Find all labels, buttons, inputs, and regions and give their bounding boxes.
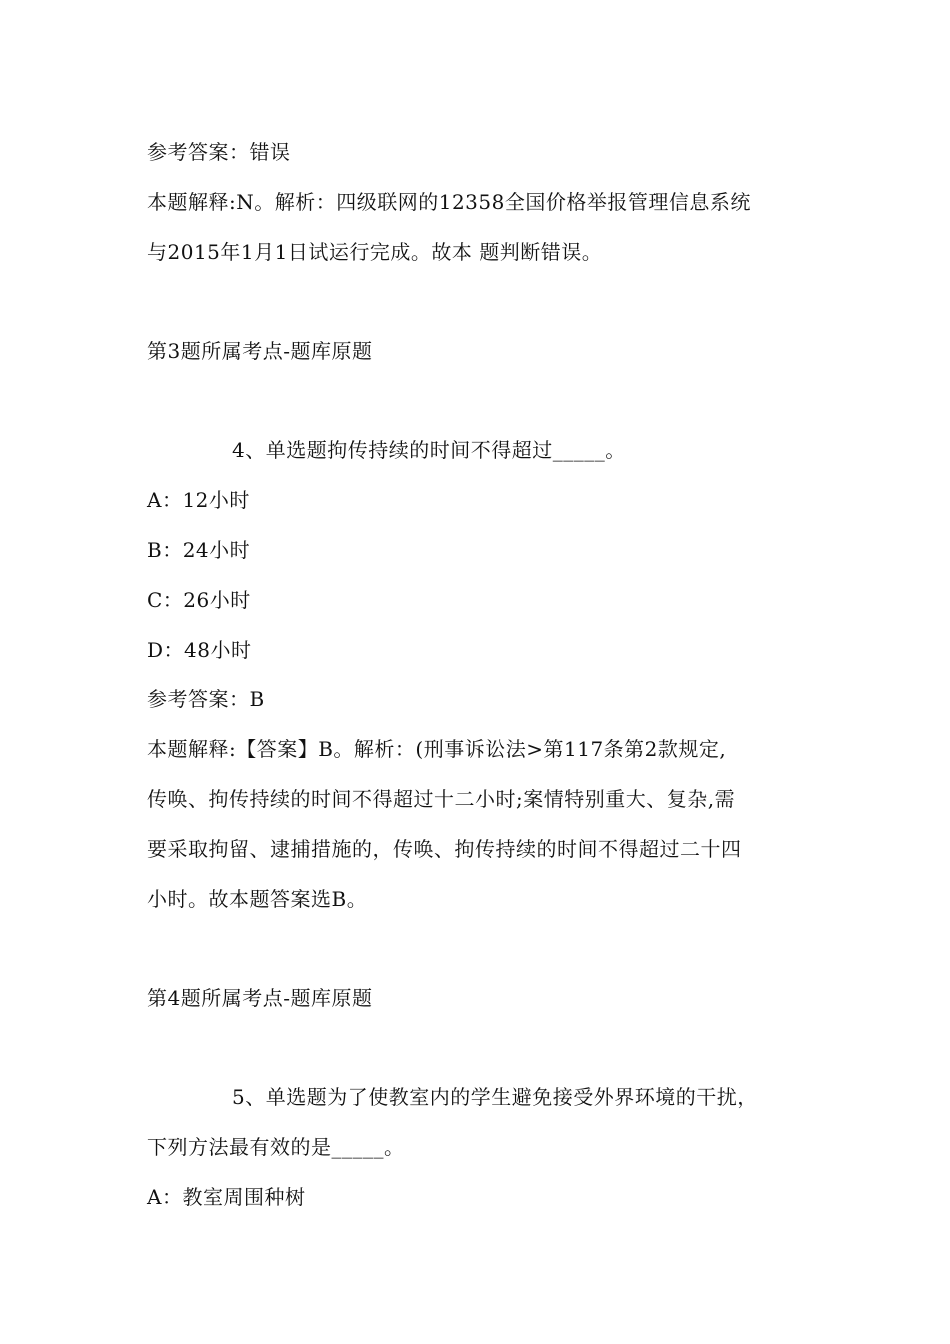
explanation-line-q4-4: 小时。故本题答案选B。: [147, 887, 368, 911]
explanation-line-q4-3: 要采取拘留、逮捕措施的，传唤、拘传持续的时间不得超过二十四: [147, 837, 742, 861]
question-4-option-c: C：26小时: [147, 588, 251, 612]
question-5-stem-1: 5、单选题为了使教室内的学生避免接受外界环境的干扰，: [232, 1085, 758, 1109]
question-4-option-b: B：24小时: [147, 538, 251, 562]
explanation-line-q2-1: 本题解释:N。解析：四级联网的12358全国价格举报管理信息系统: [147, 190, 751, 214]
question-4-option-d: D：48小时: [147, 638, 252, 662]
topic-line-q4: 第4题所属考点-题库原题: [147, 986, 373, 1010]
explanation-line-q2-2: 与2015年1月1日试运行完成。故本 题判断错误。: [147, 240, 603, 264]
explanation-line-q4-1: 本题解释:【答案】B。解析：(刑事诉讼法>第117条第2款规定,: [147, 737, 727, 761]
answer-line-q2: 参考答案：错误: [147, 140, 291, 164]
explanation-line-q4-2: 传唤、拘传持续的时间不得超过十二小时;案情特别重大、复杂,需: [147, 787, 736, 811]
question-4-option-a: A：12小时: [147, 488, 250, 512]
question-4-stem: 4、单选题拘传持续的时间不得超过_____。: [232, 438, 626, 462]
question-5-stem-2: 下列方法最有效的是_____。: [147, 1135, 405, 1159]
answer-line-q4: 参考答案：B: [147, 687, 265, 711]
topic-line-q3: 第3题所属考点-题库原题: [147, 339, 373, 363]
question-5-option-a: A：教室周围种树: [147, 1185, 306, 1209]
